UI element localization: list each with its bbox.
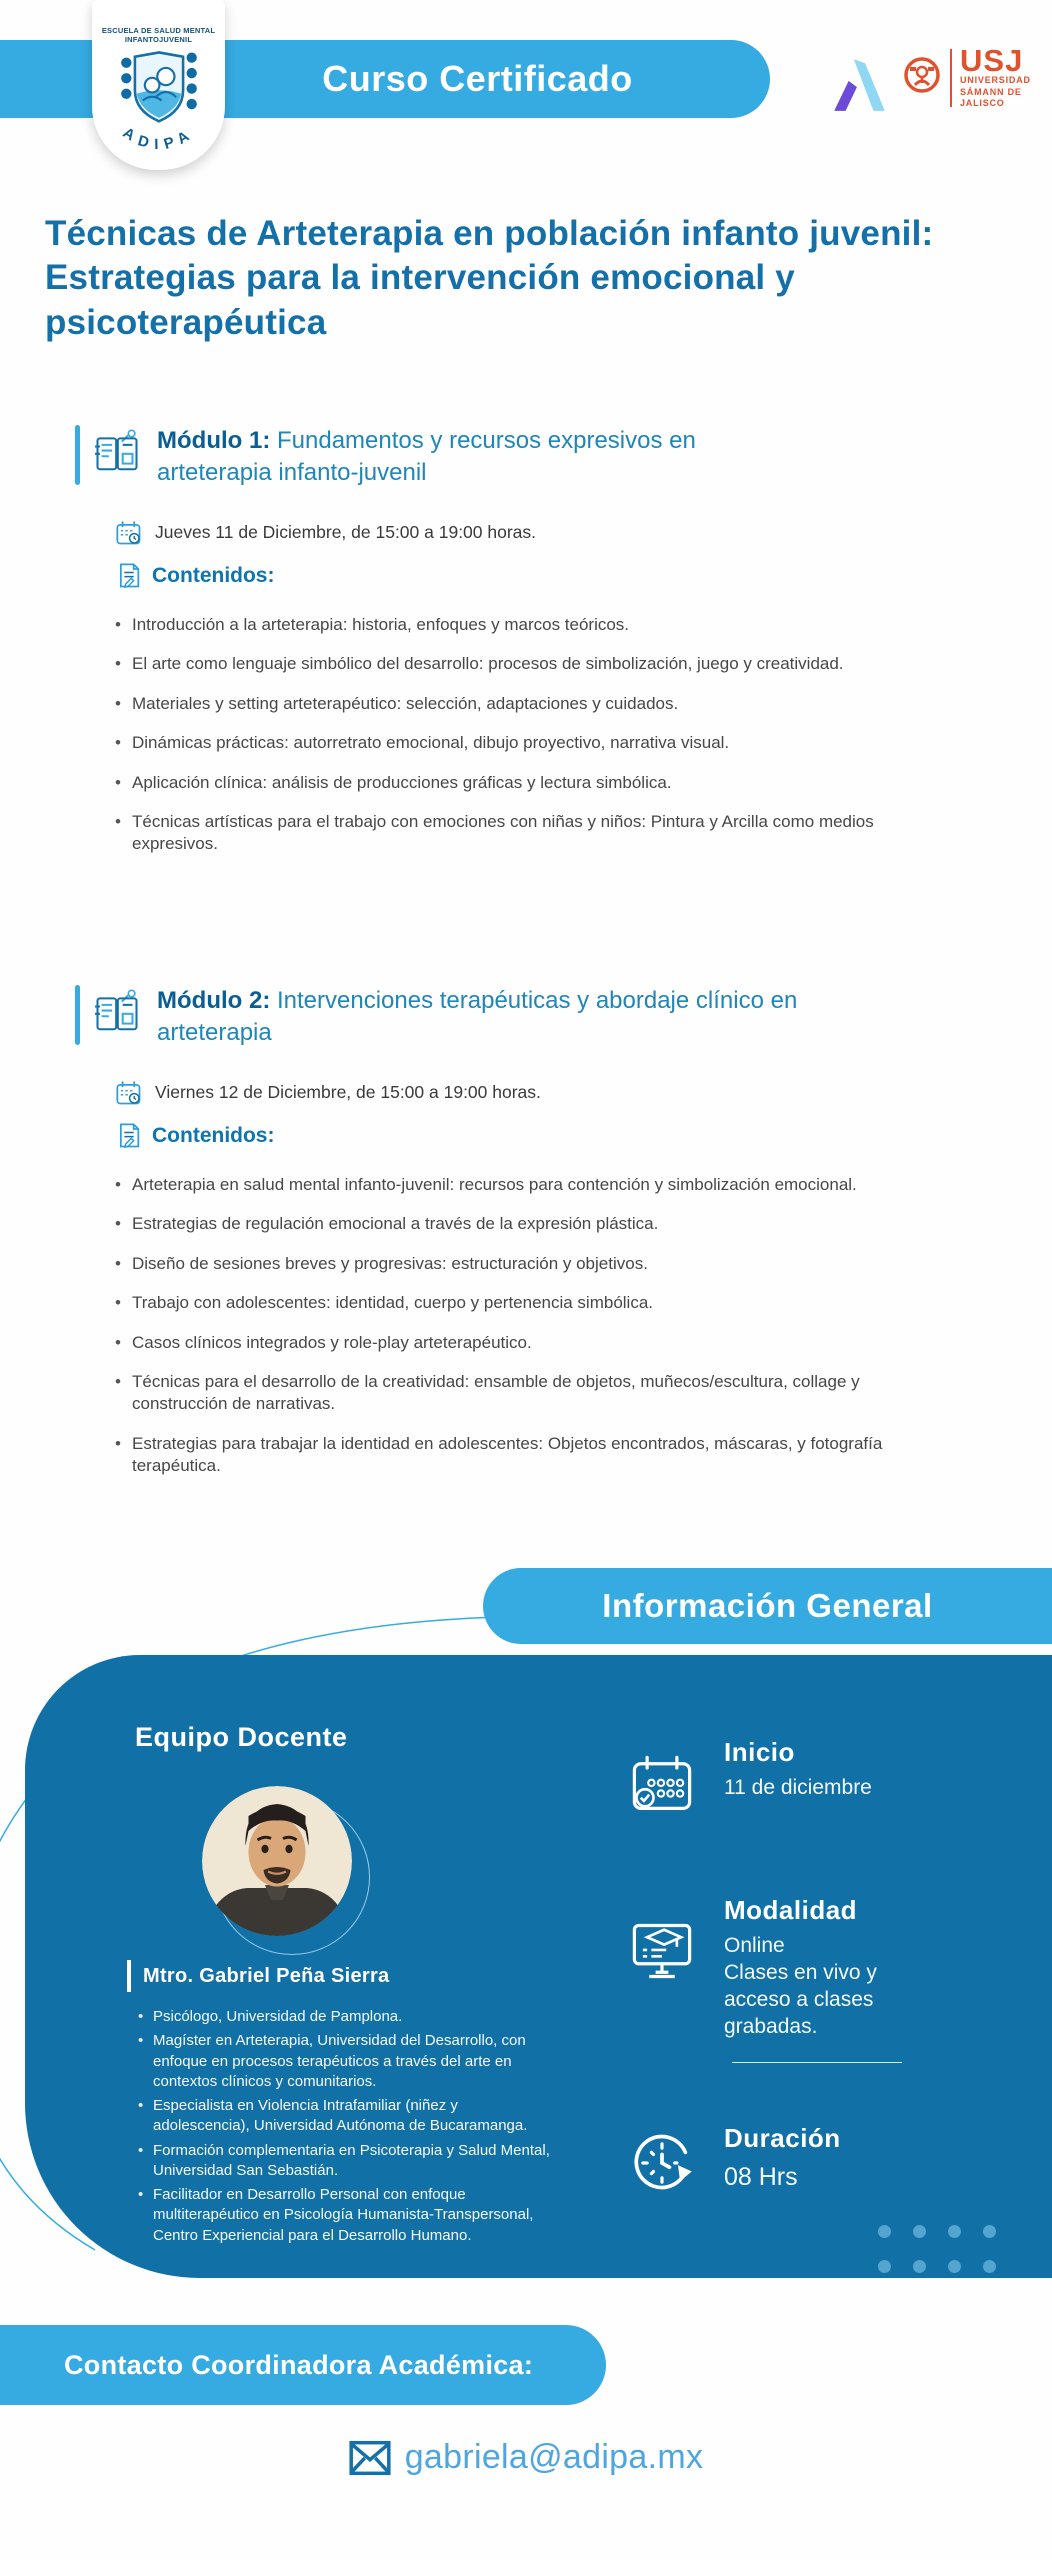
adipa-school-badge: [92, 0, 225, 170]
module-bullet: • Diseño de sesiones breves y progresivas: estructuración y objetivos.: [115, 1253, 900, 1275]
module-1-title: [157, 425, 797, 489]
module-1-topic: Fundamentos y recursos expresivos en arteterapia infanto-juvenil: [157, 427, 696, 486]
usj-divider: [950, 49, 952, 107]
module-bullet: • Arteterapia en salud mental infanto-juvenil: recursos para contención y simbolización emocional.: [115, 1174, 900, 1196]
fact-text: [724, 1895, 877, 2041]
usj-name-line3: JALISCO: [960, 97, 1005, 108]
fact-line: acceso a clases: [724, 1987, 874, 2011]
module-2-header: [75, 985, 1005, 1049]
page-title: Técnicas de Arteterapia en población infanto juvenil: Estrategias para la intervención emocional y psicoterapéutica: [45, 214, 934, 342]
fact-line: Online: [724, 1934, 785, 1957]
teacher-name: Mtro. Gabriel Peña Sierra: [143, 1964, 390, 1987]
book-notes-icon: [91, 987, 143, 1039]
envelope-icon: [349, 2439, 391, 2477]
general-info-banner: [483, 1568, 1052, 1644]
module-1-header: [75, 425, 1005, 489]
module-1-schedule: [115, 519, 1005, 547]
contents-label: Contenidos:: [152, 1123, 275, 1147]
credential-item: • Facilitador en Desarrollo Personal con enfoque multiterapéutico en Psicología Humanista-Transpersonal, Centro Experiencial para el Desarrollo Humano.: [138, 2185, 550, 2246]
teacher-accent-bar: [127, 1960, 131, 1992]
school-name-line2: INFANTOJUVENIL: [124, 35, 193, 45]
team-heading: Equipo Docente: [135, 1722, 348, 1752]
module-1-contents-header: [115, 562, 1005, 590]
calendar-icon: [115, 519, 143, 547]
module-2-title: [157, 985, 902, 1049]
contact-banner: [0, 2325, 606, 2405]
general-info-title: Información General: [602, 1587, 933, 1624]
school-name: [102, 26, 215, 45]
usj-emblem-icon: [902, 55, 942, 100]
module-2-schedule: [115, 1079, 1005, 1107]
credential-item: • Formación complementaria en Psicoterapia y Salud Mental, Universidad San Sebastián.: [138, 2141, 550, 2182]
module-1-section: [75, 425, 1005, 873]
module-2-label: Módulo 2:: [157, 987, 271, 1014]
fact-line: 08 Hrs: [724, 2163, 798, 2191]
usj-abbr: USJ: [960, 43, 1024, 78]
avatar: [202, 1786, 352, 1936]
fact-inicio: [628, 1737, 872, 1824]
fact-line: grabadas.: [724, 2014, 818, 2038]
module-bullet: • Técnicas para el desarrollo de la creatividad: ensamble de objetos, muñecos/escultura, collage y construcción de narrativas.: [115, 1371, 900, 1416]
shield-icon: [107, 49, 211, 128]
school-name-line1: ESCUELA DE SALUD MENTAL: [101, 26, 216, 35]
module-bullet: • Estrategias de regulación emocional a través de la expresión plástica.: [115, 1213, 900, 1235]
fact-divider: [732, 2062, 902, 2063]
adipa-brand-arc: [104, 122, 214, 169]
module-2-bullet-list: [115, 1174, 900, 1478]
schedule-text: Viernes 12 de Diciembre, de 15:00 a 19:00 horas.: [155, 1082, 541, 1103]
fact-title: Inicio: [724, 1737, 795, 1767]
svg-text:ADIPA: ADIPA: [119, 123, 198, 154]
online-class-icon: [628, 1917, 696, 2041]
calendar-check-icon: [628, 1751, 696, 1824]
fact-duracion: [628, 2123, 841, 2202]
module-bullet: • Aplicación clínica: análisis de producciones gráficas y lectura simbólica.: [115, 772, 900, 794]
clock-icon: [628, 2129, 696, 2202]
fact-text: [724, 1737, 872, 1824]
fact-line: Clases en vivo y: [724, 1960, 877, 1984]
module-accent-bar: [75, 425, 80, 485]
module-2-contents-header: [115, 1122, 1005, 1150]
credential-item: • Especialista en Violencia Intrafamiliar (niñez y adolescencia), Universidad Autónoma de Bucaramanga.: [138, 2096, 550, 2137]
module-bullet: • Casos clínicos integrados y role-play arteterapéutico.: [115, 1332, 900, 1354]
general-info-panel: [25, 1655, 1052, 2278]
usj-name-line1: UNIVERSIDAD: [960, 75, 1031, 86]
contents-label: Contenidos:: [152, 563, 275, 587]
module-1-label: Módulo 1:: [157, 427, 271, 454]
banner-title: Curso Certificado: [322, 58, 633, 99]
fact-line: 11 de diciembre: [724, 1776, 872, 1799]
document-pen-icon: [115, 562, 143, 590]
credential-item: • Magíster en Arteterapia, Universidad del Desarrollo, con enfoque en procesos terapéuticos a través del arte en contextos clínicos y comunitarios.: [138, 2031, 550, 2092]
module-bullet: • Materiales y setting arteterapéutico: selección, adaptaciones y cuidados.: [115, 693, 900, 715]
fact-text: [724, 2123, 841, 2202]
usj-university-logo: [902, 43, 1031, 109]
teacher-name-row: [127, 1960, 389, 1992]
book-notes-icon: [91, 427, 143, 479]
usj-name-line2: SÁMANN DE: [960, 86, 1022, 97]
fact-title: Modalidad: [724, 1895, 858, 1925]
credential-item: • Psicólogo, Universidad de Pamplona.: [138, 2007, 550, 2027]
module-bullet: • Técnicas artísticas para el trabajo con emociones con niñas y niños: Pintura y Arcilla como medios expresivos.: [115, 811, 900, 856]
module-bullet: • Estrategias para trabajar la identidad en adolescentes: Objetos encontrados, máscaras, y fotografía terapéutica.: [115, 1433, 900, 1478]
module-accent-bar: [75, 985, 80, 1045]
module-bullet: • El arte como lenguaje simbólico del desarrollo: procesos de simbolización, juego y creatividad.: [115, 653, 900, 675]
contact-email: gabriela@adipa.mx: [404, 2438, 704, 2476]
contact-banner-title: Contacto Coordinadora Académica:: [64, 2349, 534, 2380]
teacher-credentials-list: [138, 2007, 550, 2250]
calendar-icon: [115, 1079, 143, 1107]
module-bullet: • Trabajo con adolescentes: identidad, cuerpo y pertenencia simbólica.: [115, 1292, 900, 1314]
decorative-dots: [878, 2225, 996, 2273]
fact-title: Duración: [724, 2123, 841, 2153]
module-2-section: [75, 985, 1005, 1495]
module-bullet: • Introducción a la arteterapia: historia, enfoques y marcos teóricos.: [115, 614, 900, 636]
schedule-text: Jueves 11 de Diciembre, de 15:00 a 19:00 horas.: [155, 522, 537, 543]
module-bullet: • Dinámicas prácticas: autorretrato emocional, dibujo proyectivo, narrativa visual.: [115, 732, 900, 754]
module-2-topic: Intervenciones terapéuticas y abordaje clínico en arteterapia: [157, 987, 798, 1046]
usj-wordmark: [960, 43, 1031, 109]
contact-email-link[interactable]: [0, 2438, 1052, 2477]
document-pen-icon: [115, 1122, 143, 1150]
module-1-bullet-list: [115, 614, 900, 856]
fact-modalidad: [628, 1895, 877, 2041]
adipa-a-logo-icon: [828, 52, 890, 114]
